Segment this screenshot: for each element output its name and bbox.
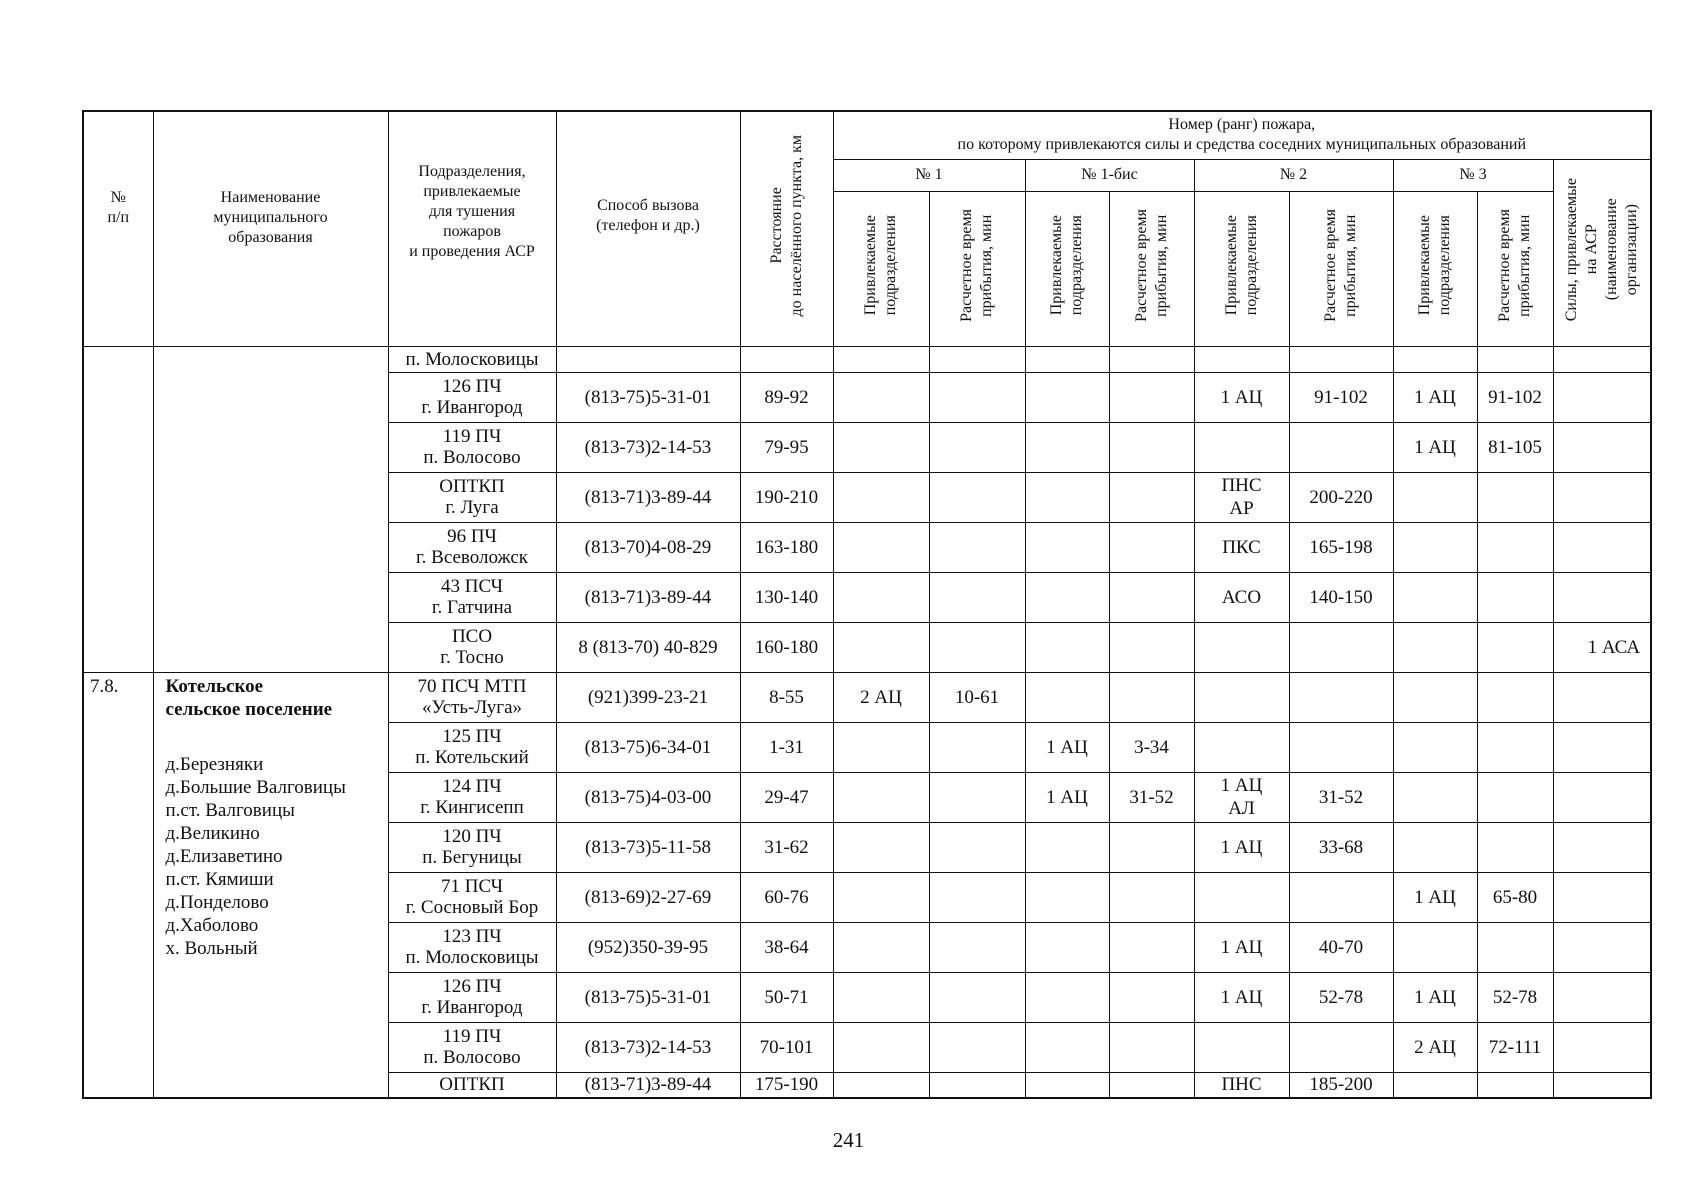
cell-rank1bis-time bbox=[1109, 922, 1194, 972]
table-row bbox=[83, 346, 1651, 372]
cell-rank2-time: 200-220 bbox=[1289, 472, 1393, 522]
cell-phone: (813-73)2-14-53 bbox=[556, 422, 740, 472]
cell-rank2-time: 185-200 bbox=[1289, 1072, 1393, 1098]
cell-asr-forces bbox=[1553, 346, 1651, 372]
section-name: Котельское сельское поселение bbox=[165, 675, 333, 720]
cell-asr-forces: 1 АСА bbox=[1553, 622, 1651, 672]
cell-rank1bis-units bbox=[1025, 572, 1109, 622]
cell-rank3-units bbox=[1393, 622, 1477, 672]
header-rank2-time: Расчетное время прибытия, мин bbox=[1289, 191, 1393, 346]
cell-rank3-units bbox=[1393, 472, 1477, 522]
cell-unit: 126 ПЧ г. Ивангород bbox=[388, 372, 556, 422]
cell-rank1-time bbox=[929, 722, 1025, 772]
cell-rank1bis-time bbox=[1109, 822, 1194, 872]
cell-rank3-time bbox=[1477, 572, 1553, 622]
cell-rank2-time bbox=[1289, 622, 1393, 672]
header-call-method: Способ вызова (телефон и др.) bbox=[556, 111, 740, 346]
cell-rank1bis-units bbox=[1025, 422, 1109, 472]
cell-distance: 70-101 bbox=[740, 1022, 833, 1072]
cell-rank1bis-time: 31-52 bbox=[1109, 772, 1194, 822]
cell-rank1bis-units bbox=[1025, 872, 1109, 922]
cell-rank1bis-units bbox=[1025, 472, 1109, 522]
cell-rank2-units bbox=[1194, 422, 1289, 472]
header-rank1bis-units: Привлекаемые подразделения bbox=[1025, 191, 1109, 346]
cell-rank1bis-time: 3-34 bbox=[1109, 722, 1194, 772]
cell-rank1-units bbox=[833, 572, 929, 622]
cell-distance: 60-76 bbox=[740, 872, 833, 922]
cell-distance: 89-92 bbox=[740, 372, 833, 422]
cell-rank2-time bbox=[1289, 722, 1393, 772]
cell-rank3-units bbox=[1393, 772, 1477, 822]
cell-rank1bis-time bbox=[1109, 422, 1194, 472]
cell-phone: (813-71)3-89-44 bbox=[556, 1072, 740, 1098]
cell-distance: 163-180 bbox=[740, 522, 833, 572]
cell-rank2-time: 91-102 bbox=[1289, 372, 1393, 422]
cell-rank3-time bbox=[1477, 1072, 1553, 1098]
cell-asr-forces bbox=[1553, 872, 1651, 922]
cell-rank3-units bbox=[1393, 346, 1477, 372]
cell-rank2-units: ПНС АР bbox=[1194, 472, 1289, 522]
cell-rank1-time bbox=[929, 972, 1025, 1022]
cell-rank3-time: 72-111 bbox=[1477, 1022, 1553, 1072]
cell-unit: 125 ПЧ п. Котельский bbox=[388, 722, 556, 772]
cell-rank1bis-units bbox=[1025, 346, 1109, 372]
cell-rank1-time bbox=[929, 872, 1025, 922]
cell-rank3-units bbox=[1393, 1072, 1477, 1098]
page-number: 241 bbox=[832, 1128, 865, 1152]
cell-unit: 119 ПЧ п. Волосово bbox=[388, 1022, 556, 1072]
cell-asr-forces bbox=[1553, 522, 1651, 572]
cell-rank1bis-time bbox=[1109, 572, 1194, 622]
cell-rank2-time bbox=[1289, 346, 1393, 372]
cell-distance: 79-95 bbox=[740, 422, 833, 472]
cell-unit: 120 ПЧ п. Бегуницы bbox=[388, 822, 556, 872]
cell-rank3-units: 1 АЦ bbox=[1393, 372, 1477, 422]
cell-unit: 119 ПЧ п. Волосово bbox=[388, 422, 556, 472]
header-asr-forces: Силы, привлекаемые на АСР (наименование организации) bbox=[1553, 159, 1651, 346]
cell-rank3-units bbox=[1393, 922, 1477, 972]
cell-asr-forces bbox=[1553, 372, 1651, 422]
cell-rank3-time bbox=[1477, 472, 1553, 522]
cell-unit: 126 ПЧ г. Ивангород bbox=[388, 972, 556, 1022]
cell-distance: 160-180 bbox=[740, 622, 833, 672]
cell-distance bbox=[740, 346, 833, 372]
cell-phone: (813-75)5-31-01 bbox=[556, 972, 740, 1022]
cell-unit: 43 ПСЧ г. Гатчина bbox=[388, 572, 556, 622]
cell-rank3-units: 2 АЦ bbox=[1393, 1022, 1477, 1072]
cell-rank3-units: 1 АЦ bbox=[1393, 972, 1477, 1022]
cell-rank1bis-units bbox=[1025, 972, 1109, 1022]
header-municipality: Наименование муниципального образования bbox=[153, 111, 388, 346]
section-municipality bbox=[153, 672, 388, 1098]
cell-rank1-time bbox=[929, 522, 1025, 572]
cell-rank1bis-time bbox=[1109, 1072, 1194, 1098]
cell-rank1bis-units bbox=[1025, 1072, 1109, 1098]
header-rank-2: № 2 bbox=[1194, 159, 1393, 191]
cell-rank1-units bbox=[833, 622, 929, 672]
cell-unit: ОПТКП г. Луга bbox=[388, 472, 556, 522]
section-settlements: д.Березняки д.Большие Валговицы п.ст. Валговицы д.Великино д.Елизаветино п.ст. Кямиши д.Понделово д.Хаболово х. Вольный bbox=[165, 753, 346, 959]
cell-rank1bis-time bbox=[1109, 1022, 1194, 1072]
cell-rank3-time bbox=[1477, 622, 1553, 672]
cell-unit: п. Молосковицы bbox=[388, 346, 556, 372]
cell-rank2-time: 52-78 bbox=[1289, 972, 1393, 1022]
table-body bbox=[83, 346, 1651, 1098]
cell-rank1bis-units bbox=[1025, 1022, 1109, 1072]
cell-rank2-units: ПНС bbox=[1194, 1072, 1289, 1098]
cell-municipality-continued bbox=[153, 346, 388, 672]
cell-rank1bis-time bbox=[1109, 346, 1194, 372]
cell-rank3-units: 1 АЦ bbox=[1393, 872, 1477, 922]
cell-rank3-time: 81-105 bbox=[1477, 422, 1553, 472]
cell-rank3-time bbox=[1477, 672, 1553, 722]
cell-rank1bis-time bbox=[1109, 672, 1194, 722]
cell-asr-forces bbox=[1553, 1022, 1651, 1072]
cell-asr-forces bbox=[1553, 422, 1651, 472]
cell-rank2-units bbox=[1194, 672, 1289, 722]
cell-asr-forces bbox=[1553, 822, 1651, 872]
cell-rank1-time bbox=[929, 622, 1025, 672]
cell-distance: 175-190 bbox=[740, 1072, 833, 1098]
cell-rank2-time: 33-68 bbox=[1289, 822, 1393, 872]
cell-rank1bis-units bbox=[1025, 822, 1109, 872]
cell-phone: (952)350-39-95 bbox=[556, 922, 740, 972]
cell-rank1-units: 2 АЦ bbox=[833, 672, 929, 722]
cell-num-continued bbox=[83, 346, 153, 672]
cell-distance: 8-55 bbox=[740, 672, 833, 722]
header-distance: Расстояние до населённого пункта, км bbox=[740, 111, 833, 346]
header-fire-rank: Номер (ранг) пожара, по которому привлекаются силы и средства соседних муниципальных образований bbox=[833, 111, 1651, 159]
cell-rank3-units bbox=[1393, 572, 1477, 622]
section-num: 7.8. bbox=[83, 672, 153, 1098]
cell-rank3-units bbox=[1393, 672, 1477, 722]
cell-asr-forces bbox=[1553, 572, 1651, 622]
cell-asr-forces bbox=[1553, 472, 1651, 522]
cell-rank1bis-time bbox=[1109, 622, 1194, 672]
header-rank1bis-time: Расчетное время прибытия, мин bbox=[1109, 191, 1194, 346]
cell-phone: (813-73)2-14-53 bbox=[556, 1022, 740, 1072]
cell-rank2-units: ПКС bbox=[1194, 522, 1289, 572]
cell-rank2-units: 1 АЦ bbox=[1194, 372, 1289, 422]
cell-rank2-time bbox=[1289, 872, 1393, 922]
header-rank-1bis: № 1-бис bbox=[1025, 159, 1194, 191]
cell-rank2-units: 1 АЦ bbox=[1194, 972, 1289, 1022]
cell-rank1-units bbox=[833, 722, 929, 772]
cell-rank1-time bbox=[929, 922, 1025, 972]
header-rank-3: № 3 bbox=[1393, 159, 1553, 191]
cell-rank1-time bbox=[929, 372, 1025, 422]
cell-rank1-time bbox=[929, 472, 1025, 522]
cell-rank2-units bbox=[1194, 1022, 1289, 1072]
cell-rank1-time: 10-61 bbox=[929, 672, 1025, 722]
cell-rank1-units bbox=[833, 872, 929, 922]
cell-phone: 8 (813-70) 40-829 bbox=[556, 622, 740, 672]
cell-rank1-units bbox=[833, 372, 929, 422]
cell-phone: (813-71)3-89-44 bbox=[556, 572, 740, 622]
cell-rank3-time bbox=[1477, 722, 1553, 772]
cell-distance: 50-71 bbox=[740, 972, 833, 1022]
cell-rank3-units: 1 АЦ bbox=[1393, 422, 1477, 472]
cell-rank3-time bbox=[1477, 346, 1553, 372]
cell-unit: 96 ПЧ г. Всеволожск bbox=[388, 522, 556, 572]
cell-rank2-units: 1 АЦ АЛ bbox=[1194, 772, 1289, 822]
cell-rank1bis-time bbox=[1109, 972, 1194, 1022]
cell-rank1-units bbox=[833, 1022, 929, 1072]
cell-distance: 1-31 bbox=[740, 722, 833, 772]
cell-rank1bis-units: 1 АЦ bbox=[1025, 722, 1109, 772]
cell-phone: (813-75)5-31-01 bbox=[556, 372, 740, 422]
cell-phone: (813-71)3-89-44 bbox=[556, 472, 740, 522]
cell-rank2-units: 1 АЦ bbox=[1194, 822, 1289, 872]
cell-rank1-units bbox=[833, 1072, 929, 1098]
cell-rank3-units bbox=[1393, 822, 1477, 872]
cell-unit: 71 ПСЧ г. Сосновый Бор bbox=[388, 872, 556, 922]
cell-asr-forces bbox=[1553, 722, 1651, 772]
cell-rank1-units bbox=[833, 522, 929, 572]
cell-rank2-time: 31-52 bbox=[1289, 772, 1393, 822]
cell-rank1-time bbox=[929, 1072, 1025, 1098]
cell-rank3-time: 52-78 bbox=[1477, 972, 1553, 1022]
fire-resources-table bbox=[82, 110, 1652, 1099]
cell-rank1bis-units: 1 АЦ bbox=[1025, 772, 1109, 822]
cell-rank1bis-units bbox=[1025, 922, 1109, 972]
cell-rank1-time bbox=[929, 822, 1025, 872]
cell-phone: (813-75)6-34-01 bbox=[556, 722, 740, 772]
cell-rank2-time: 40-70 bbox=[1289, 922, 1393, 972]
cell-phone: (813-75)4-03-00 bbox=[556, 772, 740, 822]
cell-rank1bis-units bbox=[1025, 672, 1109, 722]
cell-phone: (921)399-23-21 bbox=[556, 672, 740, 722]
cell-rank1-units bbox=[833, 346, 929, 372]
cell-rank3-units bbox=[1393, 722, 1477, 772]
cell-phone: (813-69)2-27-69 bbox=[556, 872, 740, 922]
cell-distance: 31-62 bbox=[740, 822, 833, 872]
cell-rank2-units bbox=[1194, 622, 1289, 672]
cell-rank1-units bbox=[833, 422, 929, 472]
cell-rank1bis-time bbox=[1109, 472, 1194, 522]
cell-rank1-time bbox=[929, 422, 1025, 472]
header-rank3-units: Привлекаемые подразделения bbox=[1393, 191, 1477, 346]
cell-rank2-time bbox=[1289, 1022, 1393, 1072]
header-rank1-time: Расчетное время прибытия, мин bbox=[929, 191, 1025, 346]
cell-asr-forces bbox=[1553, 922, 1651, 972]
cell-rank3-time bbox=[1477, 922, 1553, 972]
cell-distance: 190-210 bbox=[740, 472, 833, 522]
cell-rank1-units bbox=[833, 472, 929, 522]
table-header bbox=[83, 111, 1651, 346]
cell-unit: ОПТКП bbox=[388, 1072, 556, 1098]
cell-rank1bis-units bbox=[1025, 372, 1109, 422]
cell-rank2-units bbox=[1194, 872, 1289, 922]
cell-rank1-units bbox=[833, 822, 929, 872]
cell-rank2-time: 165-198 bbox=[1289, 522, 1393, 572]
cell-rank2-time bbox=[1289, 672, 1393, 722]
cell-rank1bis-units bbox=[1025, 522, 1109, 572]
cell-unit: 124 ПЧ г. Кингисепп bbox=[388, 772, 556, 822]
cell-asr-forces bbox=[1553, 1072, 1651, 1098]
cell-rank1-units bbox=[833, 972, 929, 1022]
cell-distance: 29-47 bbox=[740, 772, 833, 822]
header-units: Подразделения, привлекаемые для тушения пожаров и проведения АСР bbox=[388, 111, 556, 346]
cell-asr-forces bbox=[1553, 672, 1651, 722]
cell-asr-forces bbox=[1553, 972, 1651, 1022]
table-row bbox=[83, 672, 1651, 722]
cell-unit: 123 ПЧ п. Молосковицы bbox=[388, 922, 556, 972]
cell-rank1-time bbox=[929, 572, 1025, 622]
cell-rank1-units bbox=[833, 772, 929, 822]
cell-rank2-units: 1 АЦ bbox=[1194, 922, 1289, 972]
cell-unit: ПСО г. Тосно bbox=[388, 622, 556, 672]
cell-unit: 70 ПСЧ МТП «Усть-Луга» bbox=[388, 672, 556, 722]
cell-asr-forces bbox=[1553, 772, 1651, 822]
cell-rank1bis-time bbox=[1109, 372, 1194, 422]
cell-phone: (813-70)4-08-29 bbox=[556, 522, 740, 572]
cell-rank1bis-time bbox=[1109, 872, 1194, 922]
cell-rank1-time bbox=[929, 772, 1025, 822]
header-num: № п/п bbox=[83, 111, 153, 346]
cell-rank2-units bbox=[1194, 722, 1289, 772]
cell-rank3-time bbox=[1477, 522, 1553, 572]
header-rank-1: № 1 bbox=[833, 159, 1025, 191]
header-rank1-units: Привлекаемые подразделения bbox=[833, 191, 929, 346]
cell-distance: 130-140 bbox=[740, 572, 833, 622]
cell-phone: (813-73)5-11-58 bbox=[556, 822, 740, 872]
header-rank3-time: Расчетное время прибытия, мин bbox=[1477, 191, 1553, 346]
cell-rank1-units bbox=[833, 922, 929, 972]
cell-rank2-units: АСО bbox=[1194, 572, 1289, 622]
cell-rank2-time bbox=[1289, 422, 1393, 472]
cell-rank1-time bbox=[929, 1022, 1025, 1072]
cell-rank2-time: 140-150 bbox=[1289, 572, 1393, 622]
header-rank2-units: Привлекаемые подразделения bbox=[1194, 191, 1289, 346]
cell-rank3-time: 91-102 bbox=[1477, 372, 1553, 422]
cell-rank1-time bbox=[929, 346, 1025, 372]
cell-rank3-time bbox=[1477, 772, 1553, 822]
cell-phone bbox=[556, 346, 740, 372]
cell-rank2-units bbox=[1194, 346, 1289, 372]
cell-rank3-time bbox=[1477, 822, 1553, 872]
cell-distance: 38-64 bbox=[740, 922, 833, 972]
cell-rank3-time: 65-80 bbox=[1477, 872, 1553, 922]
cell-rank3-units bbox=[1393, 522, 1477, 572]
cell-rank1bis-time bbox=[1109, 522, 1194, 572]
cell-rank1bis-units bbox=[1025, 622, 1109, 672]
